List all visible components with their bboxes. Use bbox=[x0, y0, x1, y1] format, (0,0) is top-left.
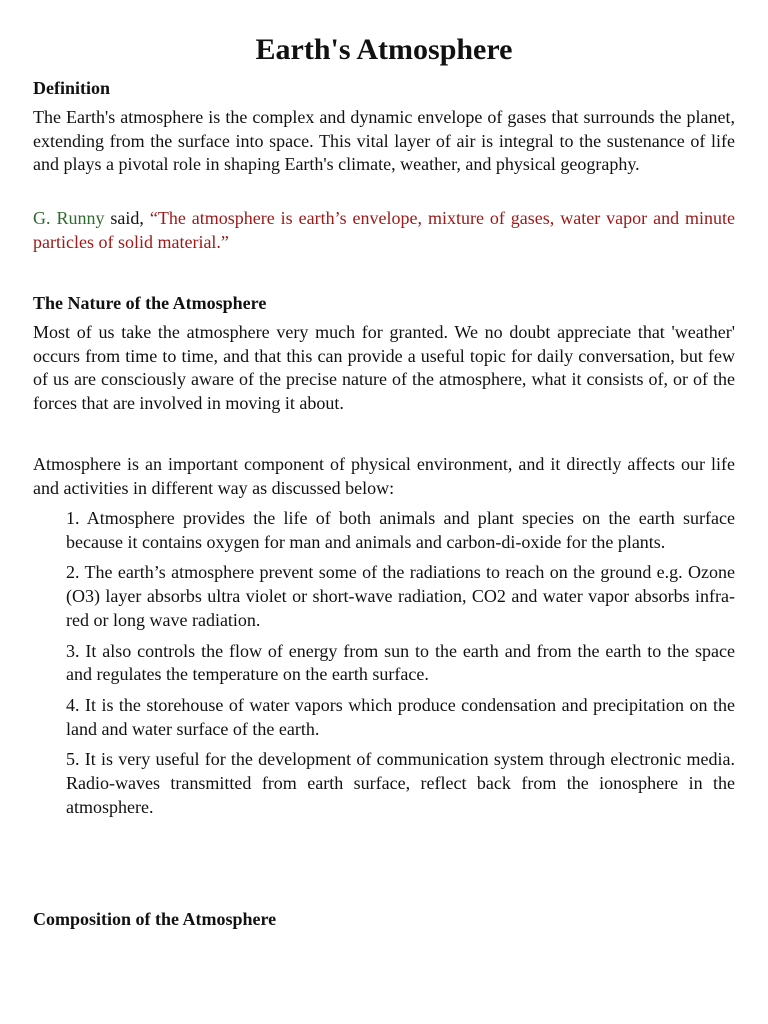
composition-heading: Composition of the Atmosphere bbox=[33, 909, 277, 929]
list-item: 3. It also controls the flow of energy from sun to the earth and from the earth to the space and regulates the temperature on the earth surface. bbox=[66, 640, 735, 685]
list-item: 2. The earth’s atmosphere prevent some of the radiations to reach on the ground e.g. Ozone (O3) layer absorbs ultra violet or short-wave radiation, CO2 and water vapor absorbs infra-red or long wave radiation. bbox=[66, 562, 735, 630]
quote-text: “The atmosphere is earth’s envelope, mixture of gases, water vapor and minute particles of solid material.” bbox=[33, 208, 735, 252]
quote-paragraph bbox=[33, 207, 735, 254]
list-item: 1. Atmosphere provides the life of both animals and plant species on the earth surface because it contains oxygen for man and animals and carbon-di-oxide for the plants. bbox=[66, 508, 735, 552]
definition-paragraph: The Earth's atmosphere is the complex and dynamic envelope of gases that surrounds the planet, extending from the surface into space. This vital layer of air is integral to the sustenance of life and plays a pivotal role in shaping Earth's climate, weather, and physical geography. bbox=[33, 107, 735, 175]
nature-heading: The Nature of the Atmosphere bbox=[33, 293, 267, 313]
importance-paragraph: Atmosphere is an important component of physical environment, and it directly affects our life and activities in different way as discussed below: bbox=[33, 454, 735, 498]
list-item: 5. It is very useful for the development of communication system through electronic media. Radio-waves transmitted from earth surface, reflect back from the ionosphere in the atmosphere. bbox=[66, 749, 735, 817]
quote-author: G. Runny bbox=[33, 208, 105, 228]
page-title: Earth's Atmosphere bbox=[255, 33, 513, 66]
nature-paragraph: Most of us take the atmosphere very much for granted. We no doubt appreciate that 'weather' occurs from time to time, and that this can provide a useful topic for daily conversation, but few of us are consciously aware of the precise nature of the atmosphere, what it consists of, or of the forces that are involved in moving it about. bbox=[33, 322, 735, 414]
importance-list bbox=[66, 507, 735, 826]
list-item: 4. It is the storehouse of water vapors which produce condensation and precipitation on the land and water surface of the earth. bbox=[66, 694, 735, 739]
definition-heading: Definition bbox=[33, 78, 111, 98]
quote-verb: said, bbox=[104, 208, 150, 228]
